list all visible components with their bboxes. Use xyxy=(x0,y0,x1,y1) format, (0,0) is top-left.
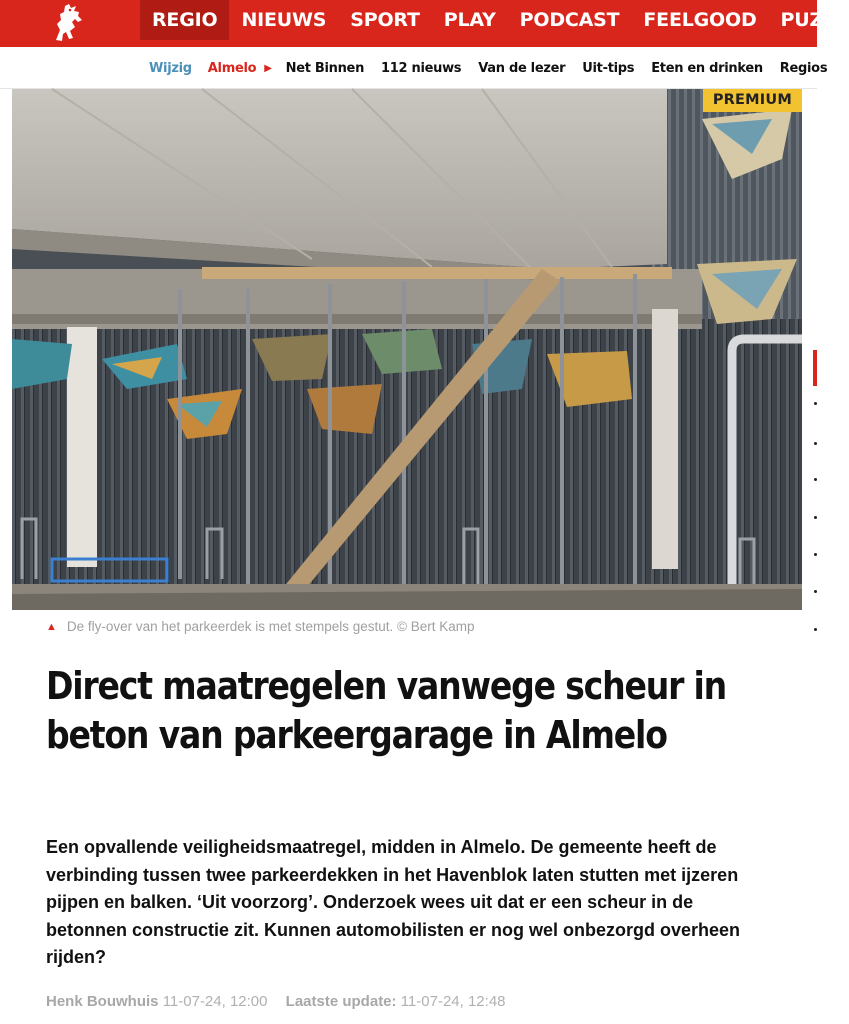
sidebar-bullet xyxy=(814,628,817,631)
sidebar-bullet xyxy=(814,402,817,405)
tubantia-horse-icon[interactable] xyxy=(48,0,90,44)
sidebar-bullet xyxy=(814,516,817,519)
article-lead: Een opvallende veiligheidsmaatregel, midden in Almelo. De gemeente heeft de verbinding tussen twee parkeerdekken in het Havenblok laten stutten met ijzeren pijpen en balken. ‘Uit voorzorg’. Onderzoek wees uit dat er een scheur in de betonnen constructie zit. Kunnen automobilisten er nog wel onbezorgd overheen rijden? xyxy=(46,837,741,967)
sub-navigation xyxy=(0,47,828,89)
image-caption xyxy=(46,619,475,634)
sidebar-edge-marker xyxy=(813,350,817,386)
article-byline xyxy=(46,993,506,1010)
sidebar-bullet xyxy=(814,553,817,556)
caption-text: De fly-over van het parkeerdek is met stempels gestut. © Bert Kamp xyxy=(66,619,475,634)
edit-region-link[interactable]: Wijzig xyxy=(149,60,192,76)
nav-item-sport[interactable]: SPORT xyxy=(350,9,420,31)
subnav-net-binnen[interactable]: Net Binnen xyxy=(285,60,365,76)
subnav-regios[interactable]: Regios xyxy=(779,60,828,76)
subnav-van-de-lezer[interactable]: Van de lezer xyxy=(478,60,566,76)
sidebar-bullet xyxy=(814,478,817,481)
nav-item-puzzel[interactable]: PUZZ xyxy=(780,9,837,31)
region-city-link[interactable]: Almelo xyxy=(207,60,257,76)
play-arrow-icon: ▶ xyxy=(264,62,272,74)
article-headline: Direct maatregelen vanwege scheur in beton van parkeergarage in Almelo xyxy=(46,664,727,758)
nav-item-regio[interactable]: REGIO xyxy=(140,0,229,40)
updated-date: 11-07-24, 12:48 xyxy=(400,993,506,1010)
article-hero-image[interactable] xyxy=(12,89,802,610)
nav-item-play[interactable]: PLAY xyxy=(443,9,496,31)
subnav-eten-en-drinken[interactable]: Eten en drinken xyxy=(651,60,763,76)
premium-badge: PREMIUM xyxy=(703,89,802,112)
caption-triangle-icon: ▲ xyxy=(46,620,57,633)
nav-item-feelgood[interactable]: FEELGOOD xyxy=(643,9,757,31)
sidebar-bullet xyxy=(814,590,817,593)
nav-item-nieuws[interactable]: NIEUWS xyxy=(241,9,327,31)
updated-label: Laatste update: xyxy=(285,993,401,1010)
top-navigation xyxy=(0,0,837,47)
subnav-112-nieuws[interactable]: 112 nieuws xyxy=(381,60,462,76)
sidebar-bullet xyxy=(814,442,817,445)
author-name[interactable]: Henk Bouwhuis xyxy=(46,993,163,1010)
main-menu xyxy=(140,0,849,40)
nav-item-podcast[interactable]: PODCAST xyxy=(519,9,620,31)
subnav-uit-tips[interactable]: Uit-tips xyxy=(582,60,635,76)
published-date: 11-07-24, 12:00 xyxy=(162,993,268,1010)
